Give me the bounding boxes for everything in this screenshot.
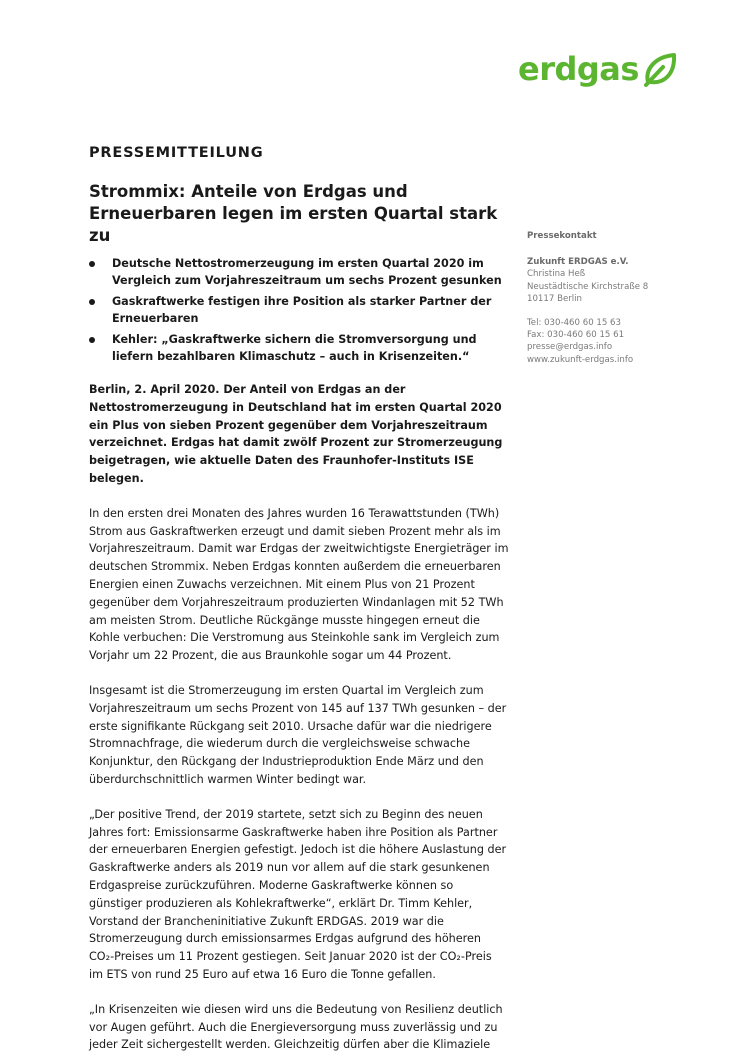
contact-fax: Fax: 030-460 60 15 61 — [527, 330, 625, 341]
key-point — [89, 255, 509, 289]
key-point — [89, 293, 509, 327]
leaf-icon — [642, 52, 678, 88]
bullet-icon — [89, 299, 95, 305]
headline: Strommix: Anteile von Erdgas und Erneuerbaren legen im ersten Quartal stark zu — [89, 182, 498, 245]
body-paragraph: In den ersten drei Monaten des Jahres wurden 16 Terawattstunden (TWh) Strom aus Gaskraftwerken erzeugt und damit sieben Prozent mehr als im Vorjahreszeitraum. Damit war Erdgas der zweitwichtigste Energieträger im deutschen Strommix. Neben Erdgas konnten außerdem die erneuerbaren Energien einen Zuwachs verzeichnen. Mit einem Plus von 21 Prozent gegenüber dem Vorjahreszeitraum produzierten Windanlagen mit 52 TWh am meisten Strom. Deutliche Rückgänge musste hingegen erneut die Kohle verbuchen: Die Verstromung aus Steinkohle sank im Vergleich zum Vorjahr um 22 Prozent, die aus Braunkohle sogar um 44 Prozent. — [89, 506, 509, 663]
contact-website-link[interactable]: www.zukunft-erdgas.info — [527, 354, 634, 365]
lead-paragraph: Berlin, 2. April 2020. Der Anteil von Erdgas an der Nettostromerzeugung in Deutschland hat im ersten Quartal 2020 ein Plus von sieben Prozent gegenüber dem Vorjahreszeitraum verzeichnet. Erdgas hat damit zwölf Prozent zur Stromerzeugung beigetragen, wie aktuelle Daten des Fraunhofer-Instituts ISE belegen. — [89, 383, 503, 485]
body-paragraph: „In Krisenzeiten wie diesen wird uns die Bedeutung von Resilienz deutlich vor Augen geführt. Auch die Energieversorgung muss zuverlässig und zu jeder Zeit sichergestellt werden. Gleichzeitig dürfen aber die Klimaziele — [89, 1002, 503, 1052]
bullet-icon — [89, 261, 95, 267]
key-point-text: Gaskraftwerke festigen ihre Position als starker Partner der Erneuerbaren — [112, 295, 492, 325]
contact-name: Christina Heß — [527, 269, 586, 280]
document-type-label: PRESSEMITTEILUNG — [89, 145, 264, 161]
bullet-icon — [89, 337, 95, 343]
key-point-text: Kehler: „Gaskraftwerke sichern die Stromversorgung und liefern bezahlbaren Klimaschutz – auch in Krisenzeiten.“ — [112, 333, 477, 363]
logo-wordmark: erdgas — [518, 50, 639, 88]
press-contact-sidebar — [527, 230, 727, 366]
contact-phone: Tel: 030-460 60 15 63 — [527, 318, 621, 329]
body-paragraph: Insgesamt ist die Stromerzeugung im ersten Quartal im Vergleich zum Vorjahreszeitraum um sechs Prozent von 145 auf 137 TWh gesunken – der erste signifikante Rückgang seit 2010. Ursache dafür war die niedrigere Stromnachfrage, die wiederum durch die vergleichsweise schwache Konjunktur, den Rückgang der Industrieproduktion Ende März und den überdurchschnittlich warmen Winter bedingt war. — [89, 683, 507, 786]
contact-street: Neustädtische Kirchstraße 8 — [527, 281, 649, 292]
key-point-text: Deutsche Nettostromerzeugung im ersten Quartal 2020 im Vergleich zum Vorjahreszeitraum um sechs Prozent gesunken — [112, 257, 502, 287]
erdgas-logo — [518, 50, 678, 88]
contact-email-link[interactable]: presse@erdgas.info — [527, 342, 613, 353]
press-release-body — [89, 143, 509, 1054]
contact-city: 10117 Berlin — [527, 293, 583, 304]
body-paragraph: „Der positive Trend, der 2019 startete, setzt sich zu Beginn des neuen Jahres fort: Emissionsarme Gaskraftwerke haben ihre Position als Partner der erneuerbaren Energien gefestigt. Jedoch ist die höhere Auslastung der Gaskraftwerke anders als 2019 nun vor allem auf die stark gesunkenen Erdgaspreise zurückzuführen. Moderne Gaskraftwerke können so günstiger produzieren als Kohlekraftwerke“, erklärt Dr. Timm Kehler, Vorstand der Brancheninitiative Zukunft ERDGAS. 2019 war die Stromerzeugung durch emissionsarmes Erdgas aufgrund des höheren CO₂-Preises um 11 Prozent gestiegen. Seit Januar 2020 ist der CO₂-Preis im ETS von rund 25 Euro auf etwa 16 Euro die Tonne gefallen. — [89, 807, 507, 981]
key-points-list — [89, 255, 509, 365]
key-point — [89, 331, 509, 365]
press-contact-heading: Pressekontakt — [527, 231, 597, 241]
contact-organization: Zukunft ERDGAS e.V. — [527, 257, 629, 268]
